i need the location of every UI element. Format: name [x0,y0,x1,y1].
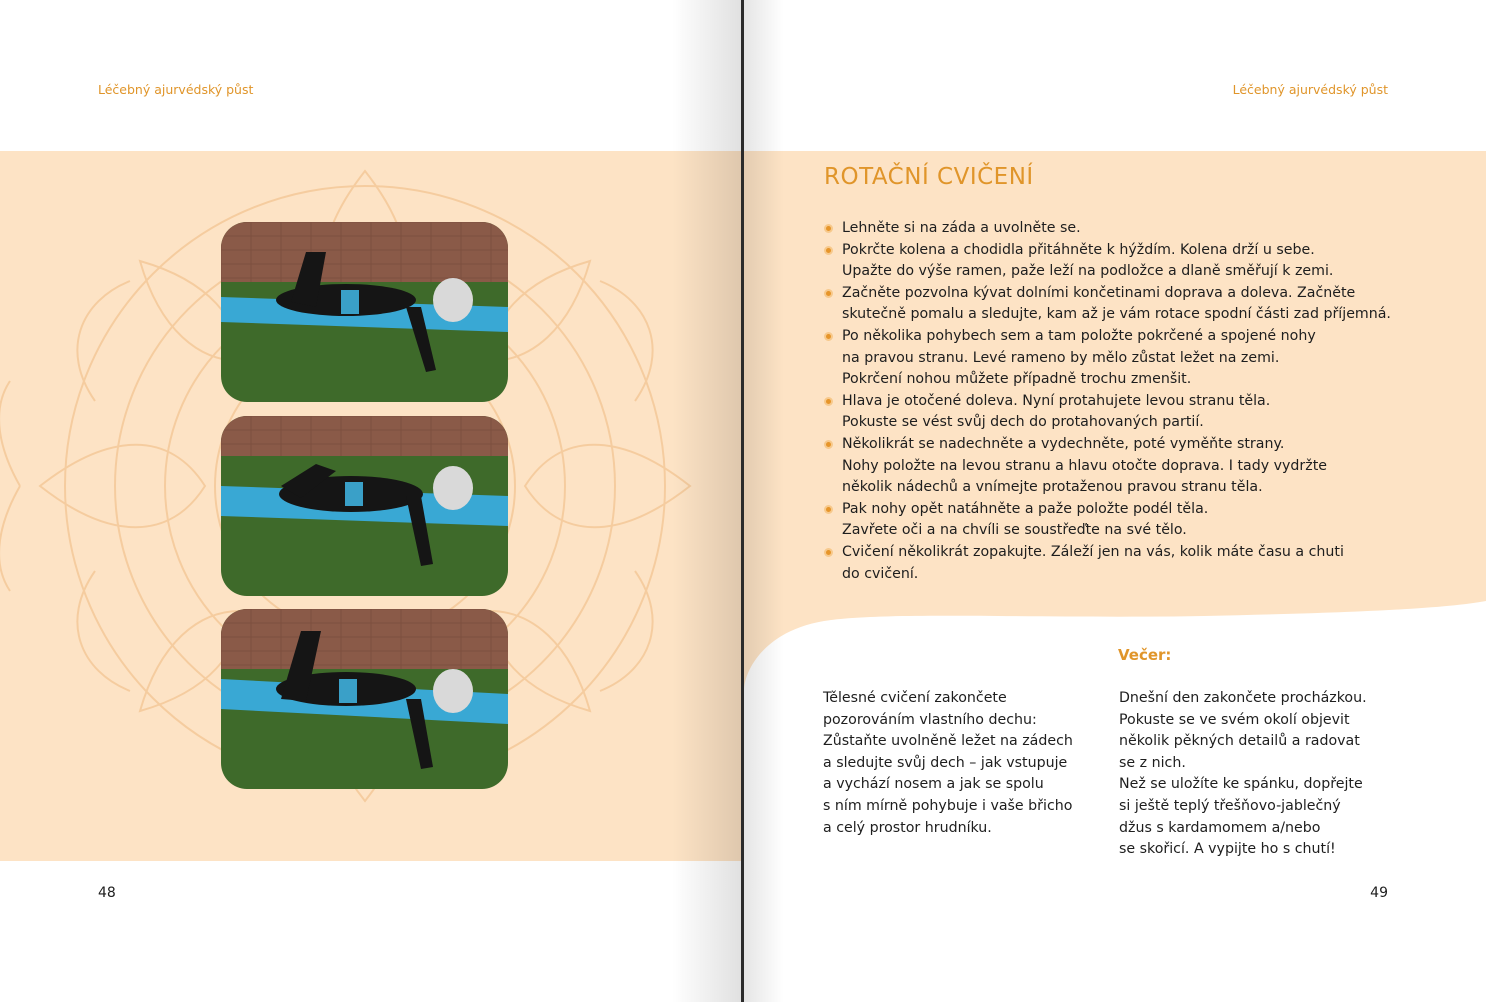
woman-lying-knees-left-icon [221,609,508,789]
list-item: Lehněte si na záda a uvolněte se. [824,218,1464,240]
page-title: ROTAČNÍ CVIČENÍ [824,164,1034,190]
list-item: Několikrát se nadechněte a vydechněte, poté vyměňte strany. Nohy položte na levou stranu a hlavu otočte doprava. I tady vydržte několik nádechů a vnímejte protaženou pravou stranu těla. [824,434,1464,499]
breathing-paragraph: Tělesné cvičení zakončete pozorováním vlastního dechu: Zůstaňte uvolněně ležet na zádech a sledujte svůj dech – jak vstupuje a vychází nosem a jak se spolu s ním mírně pohybuje i vaše břicho a celý prostor hrudníku. [823,690,1073,836]
left-page [0,0,742,1002]
bullet-icon [824,224,833,233]
list-item: Po několika pohybech sem a tam položte pokrčené a spojené nohy na pravou stranu. Levé rameno by mělo zůstat ležet na zemi. Pokrčení nohou můžete případně trochu zmenšit. [824,326,1464,391]
list-item: Pokrčte kolena a chodidla přitáhněte k hýždím. Kolena drží u sebe. Upažte do výše ramen, paže leží na podložce a dlaně směřují k zemi. [824,240,1464,283]
list-item: Začněte pozvolna kývat dolními končetinami doprava a doleva. Začněte skutečně pomalu a sledujte, kam až je vám rotace spodní části zad příjemná. [824,283,1464,326]
exercise-steps [824,218,1464,585]
gutter-shadow-right [744,0,784,1002]
bullet-icon [824,548,833,557]
running-head-right: Léčebný ajurvédský půst [1232,82,1388,97]
list-item: Hlava je otočené doleva. Nyní protahujete levou stranu těla. Pokuste se vést svůj dech do protahovaných partií. [824,391,1464,434]
list-item: Pak nohy opět natáhněte a paže položte podél těla. Zavřete oči a na chvíli se soustřeďte na své tělo. [824,499,1464,542]
bullet-icon [824,505,833,514]
evening-paragraph: Dnešní den zakončete procházkou. Pokuste se ve svém okolí objevit několik pěkných detailů a radovat se z nich. Než se uložíte ke spánku, dopřejte si ještě teplý třešňovo-jablečný džus s kardamomem a/nebo se skořicí. A vypijte ho s chutí! [1119,690,1367,858]
bullet-icon [824,397,833,406]
woman-lying-knees-right-icon [221,416,508,596]
bullet-icon [824,332,833,341]
page-number-right: 49 [1370,885,1388,901]
evening-heading: Večer: [1118,646,1172,664]
bullet-icon [824,440,833,449]
gutter-shadow-left [672,0,742,1002]
exercise-photo-3 [221,609,508,789]
running-head-left: Léčebný ajurvédský půst [98,82,254,97]
bullet-icon [824,289,833,298]
woman-lying-knees-up-icon [221,222,508,402]
page-number-left: 48 [98,885,116,901]
exercise-photo-1 [221,222,508,402]
bullet-icon [824,246,833,255]
exercise-photo-2 [221,416,508,596]
right-page [744,0,1486,1002]
list-item: Cvičení několikrát zopakujte. Záleží jen na vás, kolik máte času a chuti do cvičení. [824,542,1464,585]
